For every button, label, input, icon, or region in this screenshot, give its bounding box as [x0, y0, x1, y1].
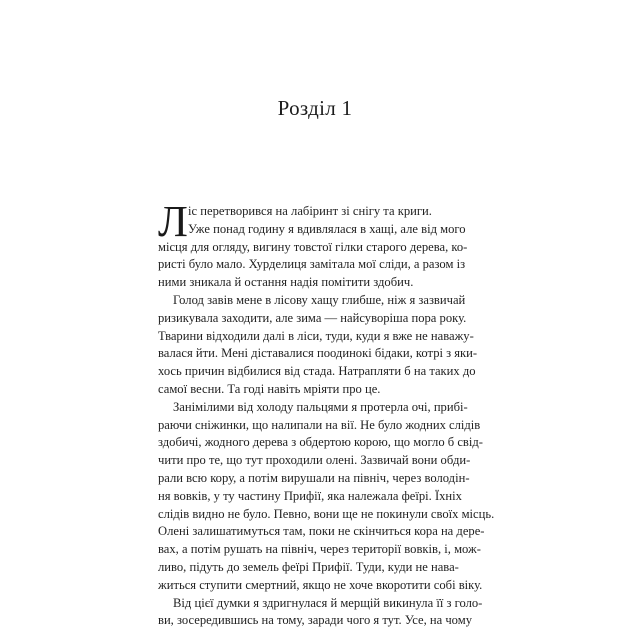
text-line: чити про те, що тут проходили олені. Зазвичай вони обди- — [158, 453, 471, 468]
text-line: Занімілими від холоду пальцями я протерла очі, прибі- — [173, 399, 468, 414]
text-line: місця для огляду, вигину товстої гілки старого дерева, ко- — [158, 239, 468, 254]
text-line: валася йти. Мені діставалися поодинокі бідаки, котрі з яки- — [158, 346, 478, 361]
text-line: Від цієї думки я здригнулася й мерщій викинула її з голо- — [173, 595, 483, 610]
text-line: вах, а потім рушать на північ, через території вовків, і, мож- — [158, 542, 481, 557]
text-line: хось причин відбилися від стада. Натрапляти б на таких до — [158, 364, 476, 379]
text-line: раючи сніжинки, що налипали на вії. Не було жодних слідів — [158, 417, 481, 432]
text-line: Уже понад годину я вдивлялася в хащі, але від мого — [188, 221, 466, 236]
chapter-body-text — [158, 197, 495, 630]
text-line: ня вовків, у ту частину Прифії, яка належала феїрі. Їхніх — [158, 488, 462, 503]
text-line: Тварини відходили далі в ліси, туди, куди я вже не наважу- — [158, 328, 474, 343]
drop-cap: Л — [158, 197, 188, 246]
text-line: Олені залишатимуться там, поки не скінчиться кора на дере- — [158, 524, 485, 539]
text-line: Голод завів мене в лісову хащу глибше, ніж я зазвичай — [173, 292, 466, 307]
chapter-title: Розділ 1 — [277, 96, 353, 120]
text-line: іс перетворився на лабіринт зі снігу та криги. — [188, 204, 432, 218]
text-line: ристі було мало. Хурделиця замітала мої сліди, а разом із — [158, 257, 466, 272]
text-line: слідів видно не було. Певно, вони ще не покинули своїх місць. — [158, 506, 495, 521]
text-line: здобичі, жодного дерева з обдертою корою, що могло б свід- — [158, 435, 483, 450]
text-line: рали всю кору, а потім вирушали на північ, через володін- — [158, 470, 470, 485]
text-line: ви, зосередившись на тому, заради чого я тут. Усе, на чому — [158, 613, 473, 628]
text-line: ними зникала й остання надія помітити здобич. — [158, 275, 414, 290]
text-line: житься ступити смертний, якщо не хоче вкоротити собі віку. — [158, 577, 483, 592]
text-line: ливо, підуть до земель феїрі Прифії. Туди, куди не нава- — [158, 559, 459, 574]
text-line: ризикувала заходити, але зима — найсуворіша пора року. — [158, 310, 467, 325]
text-line: самої весни. Та годі навіть мріяти про це. — [158, 381, 381, 396]
